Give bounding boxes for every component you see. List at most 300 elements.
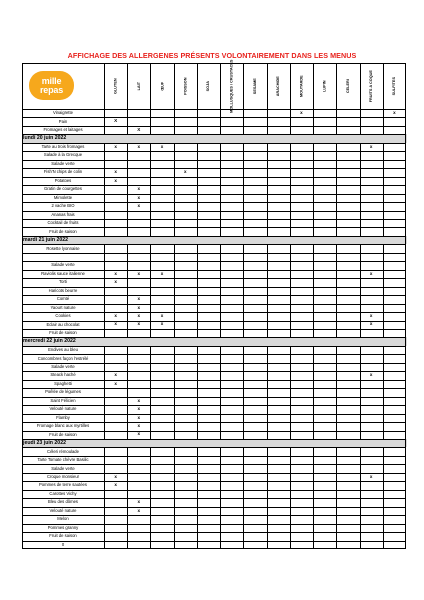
table-col-rule <box>150 456 151 464</box>
table-rule <box>22 270 406 271</box>
table-col-rule <box>220 498 221 506</box>
table-col-rule <box>267 253 268 261</box>
table-col-rule <box>336 244 337 252</box>
allergen-mark <box>290 329 313 337</box>
allergen-mark <box>383 185 406 193</box>
allergen-mark <box>360 168 383 176</box>
allergen-mark <box>197 202 220 210</box>
allergen-mark <box>104 244 127 252</box>
allergen-mark <box>290 346 313 354</box>
table-col-rule <box>104 354 105 362</box>
table-border-left <box>22 63 23 549</box>
table-col-rule <box>336 143 337 151</box>
table-col-rule <box>197 490 198 498</box>
table-col-rule <box>220 117 221 125</box>
allergen-header <box>243 63 266 109</box>
table-col-rule <box>104 405 105 413</box>
table-col-rule <box>267 456 268 464</box>
allergen-mark <box>267 143 290 151</box>
table-col-rule <box>290 295 291 303</box>
table-col-rule <box>174 168 175 176</box>
allergen-mark <box>174 143 197 151</box>
allergen-mark <box>243 532 266 540</box>
table-col-rule <box>243 532 244 540</box>
table-col-rule <box>104 253 105 261</box>
table-col-rule <box>174 354 175 362</box>
table-col-rule <box>336 481 337 489</box>
table-col-rule <box>127 515 128 523</box>
allergen-mark <box>220 329 243 337</box>
allergen-mark <box>290 160 313 168</box>
table-col-rule <box>360 168 361 176</box>
allergen-mark <box>104 194 127 202</box>
allergen-mark <box>267 168 290 176</box>
table-col-rule <box>267 532 268 540</box>
allergen-mark: x <box>114 279 117 285</box>
table-col-rule <box>313 363 314 371</box>
allergen-mark: x <box>160 321 164 327</box>
allergen-mark <box>104 354 127 362</box>
table-col-rule <box>313 151 314 159</box>
allergen-mark <box>104 456 127 464</box>
dish-name <box>22 253 104 261</box>
allergen-mark <box>360 253 383 261</box>
allergen-mark <box>174 287 197 295</box>
table-col-rule <box>174 405 175 413</box>
allergen-mark <box>220 507 243 515</box>
allergen-mark <box>336 346 359 354</box>
table-col-rule <box>243 414 244 422</box>
table-col-rule <box>197 202 198 210</box>
table-col-rule <box>127 194 128 202</box>
table-col-rule <box>197 143 198 151</box>
table-col-rule <box>336 346 337 354</box>
allergen-mark <box>360 498 383 506</box>
allergen-mark: x <box>137 406 141 412</box>
dish-name: Velouté nature <box>49 507 77 513</box>
allergen-mark <box>313 151 336 159</box>
dish-name: Salade verte <box>51 160 75 166</box>
allergen-mark <box>383 431 406 439</box>
table-col-rule <box>267 312 268 320</box>
allergen-mark <box>313 329 336 337</box>
allergen-mark <box>150 253 173 261</box>
allergen-mark <box>336 160 359 168</box>
table-col-rule <box>127 261 128 269</box>
table-col-rule <box>150 278 151 286</box>
table-col-rule <box>104 126 105 134</box>
allergen-mark <box>220 194 243 202</box>
allergen-mark <box>127 481 150 489</box>
allergen-mark <box>104 388 127 396</box>
table-col-rule <box>174 388 175 396</box>
allergen-mark <box>290 312 313 320</box>
table-col-rule <box>150 388 151 396</box>
allergen-mark <box>290 397 313 405</box>
table-col-rule <box>127 287 128 295</box>
allergen-mark <box>220 160 243 168</box>
table-col-rule <box>174 109 175 117</box>
allergen-mark <box>243 278 266 286</box>
allergen-mark <box>336 143 359 151</box>
allergen-mark: x <box>369 312 373 318</box>
table-col-rule <box>313 464 314 472</box>
day-header: lundi 20 juin 2022 <box>22 134 407 142</box>
allergen-mark <box>336 473 359 481</box>
allergen-mark <box>104 304 127 312</box>
allergen-mark <box>290 261 313 269</box>
allergen-mark <box>104 532 127 540</box>
table-col-rule <box>267 431 268 439</box>
table-col-rule <box>336 270 337 278</box>
table-col-rule <box>290 261 291 269</box>
table-col-rule <box>197 532 198 540</box>
table-col-rule <box>336 524 337 532</box>
allergen-mark <box>104 295 127 303</box>
table-col-rule <box>313 185 314 193</box>
allergen-mark <box>150 481 173 489</box>
table-col-rule <box>174 371 175 379</box>
table-col-rule <box>290 515 291 523</box>
allergen-mark <box>290 244 313 252</box>
allergen-mark <box>104 202 127 210</box>
allergen-mark <box>243 329 266 337</box>
allergen-mark <box>383 304 406 312</box>
table-rule <box>22 473 406 474</box>
allergen-mark <box>383 498 406 506</box>
table-col-rule <box>197 422 198 430</box>
allergen-mark <box>360 126 383 134</box>
allergen-mark <box>174 321 197 329</box>
table-col-rule <box>313 431 314 439</box>
allergen-mark <box>197 464 220 472</box>
table-col-rule <box>104 397 105 405</box>
allergen-mark <box>174 194 197 202</box>
allergen-mark <box>174 397 197 405</box>
day-header: jeudi 23 juin 2022 <box>22 439 407 447</box>
allergen-mark <box>360 278 383 286</box>
table-col-rule <box>127 473 128 481</box>
table-rule <box>22 346 406 347</box>
dish-name: Vinaigrette <box>53 110 73 116</box>
table-col-rule <box>220 261 221 269</box>
table-col-rule <box>243 397 244 405</box>
allergen-mark <box>127 219 150 227</box>
allergen-mark <box>267 312 290 320</box>
dish-name: Haricots beurre <box>48 287 78 293</box>
allergen-mark <box>150 431 173 439</box>
table-col-rule <box>174 329 175 337</box>
allergen-mark <box>104 422 127 430</box>
table-rule <box>22 439 406 440</box>
table-col-rule <box>104 380 105 388</box>
table-col-rule <box>243 346 244 354</box>
table-col-rule <box>360 295 361 303</box>
table-col-rule <box>127 253 128 261</box>
table-col-rule <box>150 168 151 176</box>
allergen-mark <box>243 498 266 506</box>
table-col-rule <box>220 481 221 489</box>
allergen-mark <box>313 456 336 464</box>
table-col-rule <box>104 211 105 219</box>
table-col-rule <box>197 464 198 472</box>
table-border-bottom <box>22 548 406 549</box>
table-col-rule <box>336 397 337 405</box>
table-col-rule <box>220 63 221 109</box>
allergen-mark <box>383 160 406 168</box>
allergen-header <box>104 63 127 109</box>
allergen-mark <box>127 109 150 117</box>
allergen-mark <box>220 168 243 176</box>
table-col-rule <box>104 371 105 379</box>
allergen-mark <box>360 354 383 362</box>
allergen-mark <box>313 109 336 117</box>
table-col-rule <box>104 329 105 337</box>
allergen-mark <box>336 321 359 329</box>
allergen-mark <box>174 515 197 523</box>
allergen-mark <box>290 524 313 532</box>
table-col-rule <box>383 117 384 125</box>
allergen-mark <box>313 498 336 506</box>
table-col-rule <box>243 177 244 185</box>
allergen-mark <box>383 397 406 405</box>
table-col-rule <box>220 346 221 354</box>
table-col-rule <box>150 219 151 227</box>
allergen-mark <box>383 126 406 134</box>
table-col-rule <box>127 346 128 354</box>
allergen-mark <box>243 287 266 295</box>
dish-name: Potatoes <box>54 177 72 183</box>
table-col-rule <box>127 354 128 362</box>
allergen-mark <box>197 227 220 235</box>
table-col-rule <box>243 456 244 464</box>
allergen-mark <box>383 143 406 151</box>
table-col-rule <box>336 321 337 329</box>
allergen-mark <box>313 464 336 472</box>
table-col-rule <box>197 354 198 362</box>
allergen-mark <box>174 363 197 371</box>
table-col-rule <box>336 126 337 134</box>
table-col-rule <box>174 185 175 193</box>
allergen-mark <box>313 194 336 202</box>
allergen-mark <box>104 363 127 371</box>
allergen-mark <box>150 524 173 532</box>
table-rule <box>22 109 406 110</box>
table-col-rule <box>220 287 221 295</box>
allergen-header-label: SULFITES <box>392 76 397 96</box>
table-col-rule <box>150 473 151 481</box>
table-col-rule <box>313 295 314 303</box>
allergen-mark <box>243 447 266 455</box>
allergen-mark <box>290 473 313 481</box>
allergen-mark <box>383 194 406 202</box>
table-col-rule <box>220 456 221 464</box>
dish-name: 2 vache BIO <box>51 203 75 209</box>
table-col-rule <box>336 109 337 117</box>
allergen-mark <box>313 473 336 481</box>
table-col-rule <box>220 202 221 210</box>
allergen-mark <box>360 109 383 117</box>
table-col-rule <box>127 109 128 117</box>
table-col-rule <box>197 456 198 464</box>
table-col-rule <box>383 363 384 371</box>
table-col-rule <box>243 498 244 506</box>
table-col-rule <box>220 160 221 168</box>
table-rule <box>22 363 406 364</box>
table-col-rule <box>243 211 244 219</box>
table-col-rule <box>360 126 361 134</box>
allergen-mark <box>383 253 406 261</box>
allergen-mark <box>267 405 290 413</box>
allergen-mark <box>290 532 313 540</box>
table-col-rule <box>313 168 314 176</box>
allergen-mark <box>127 160 150 168</box>
allergen-mark <box>383 117 406 125</box>
table-col-rule <box>127 532 128 540</box>
allergen-header <box>360 63 383 109</box>
allergen-mark <box>336 388 359 396</box>
table-col-rule <box>290 143 291 151</box>
table-rule <box>22 304 406 305</box>
allergen-mark <box>127 363 150 371</box>
table-col-rule <box>267 261 268 269</box>
allergen-mark <box>150 388 173 396</box>
table-col-rule <box>267 464 268 472</box>
allergen-mark: x <box>137 499 141 505</box>
allergen-mark <box>313 481 336 489</box>
allergen-mark <box>360 524 383 532</box>
table-col-rule <box>220 464 221 472</box>
table-col-rule <box>243 490 244 498</box>
allergen-mark: x <box>114 372 117 378</box>
table-col-rule <box>150 422 151 430</box>
allergen-mark: x <box>369 143 373 149</box>
table-col-rule <box>174 481 175 489</box>
table-col-rule <box>220 490 221 498</box>
allergen-mark <box>313 431 336 439</box>
table-col-rule <box>383 431 384 439</box>
table-col-rule <box>336 63 337 109</box>
table-col-rule <box>267 346 268 354</box>
allergen-mark <box>243 270 266 278</box>
table-col-rule <box>243 464 244 472</box>
table-col-rule <box>360 261 361 269</box>
allergen-mark: x <box>137 186 141 192</box>
allergen-header-label: LUPIN <box>322 80 327 92</box>
allergen-mark <box>267 354 290 362</box>
table-col-rule <box>243 109 244 117</box>
allergen-mark <box>197 447 220 455</box>
table-col-rule <box>127 397 128 405</box>
table-col-rule <box>174 346 175 354</box>
table-col-rule <box>336 405 337 413</box>
table-col-rule <box>267 117 268 125</box>
allergen-mark <box>336 363 359 371</box>
table-col-rule <box>313 211 314 219</box>
dish-name: Tarte Tomate chèvre Basilic <box>37 457 89 463</box>
day-header: mardi 21 juin 2022 <box>22 236 407 244</box>
table-col-rule <box>150 177 151 185</box>
allergen-mark <box>290 490 313 498</box>
allergen-mark <box>174 270 197 278</box>
table-col-rule <box>336 354 337 362</box>
allergen-mark <box>243 363 266 371</box>
table-col-rule <box>383 524 384 532</box>
dish-name: Mimolette <box>53 194 73 200</box>
table-col-rule <box>243 202 244 210</box>
allergen-mark <box>174 464 197 472</box>
allergen-mark <box>313 388 336 396</box>
allergen-mark <box>243 211 266 219</box>
table-col-rule <box>243 312 244 320</box>
table-col-rule <box>336 363 337 371</box>
table-rule <box>22 202 406 203</box>
table-col-rule <box>174 63 175 109</box>
allergen-mark <box>127 473 150 481</box>
table-col-rule <box>197 270 198 278</box>
allergen-mark <box>360 490 383 498</box>
table-border-top <box>22 63 406 64</box>
table-rule <box>22 321 406 322</box>
table-col-rule <box>174 151 175 159</box>
table-col-rule <box>174 515 175 523</box>
allergen-mark <box>290 447 313 455</box>
allergen-mark <box>243 431 266 439</box>
table-col-rule <box>197 431 198 439</box>
table-col-rule <box>313 329 314 337</box>
table-col-rule <box>150 312 151 320</box>
allergen-mark <box>336 227 359 235</box>
allergen-mark <box>174 202 197 210</box>
table-col-rule <box>243 524 244 532</box>
table-col-rule <box>174 117 175 125</box>
allergen-mark <box>313 270 336 278</box>
allergen-mark <box>104 447 127 455</box>
dish-name: Fruit de saison <box>49 228 77 234</box>
table-col-rule <box>360 507 361 515</box>
allergen-mark <box>290 515 313 523</box>
dish-name: Bleu des dômes <box>47 499 79 505</box>
allergen-mark <box>174 346 197 354</box>
table-col-rule <box>174 397 175 405</box>
allergen-mark <box>150 329 173 337</box>
allergen-mark <box>360 295 383 303</box>
table-col-rule <box>197 515 198 523</box>
table-col-rule <box>313 473 314 481</box>
allergen-mark <box>150 346 173 354</box>
table-col-rule <box>267 414 268 422</box>
allergen-mark <box>336 498 359 506</box>
table-col-rule <box>267 304 268 312</box>
table-col-rule <box>220 431 221 439</box>
table-col-rule <box>174 312 175 320</box>
allergen-mark <box>290 431 313 439</box>
table-col-rule <box>220 194 221 202</box>
table-col-rule <box>197 321 198 329</box>
dish-name: Endives au bleu <box>48 347 78 353</box>
table-col-rule <box>220 321 221 329</box>
allergen-mark <box>336 211 359 219</box>
table-col-rule <box>360 244 361 252</box>
table-col-rule <box>127 278 128 286</box>
table-col-rule <box>197 371 198 379</box>
table-col-rule <box>360 363 361 371</box>
table-col-rule <box>104 304 105 312</box>
allergen-mark <box>267 211 290 219</box>
allergen-mark <box>150 498 173 506</box>
allergen-mark <box>127 278 150 286</box>
allergen-mark <box>383 244 406 252</box>
